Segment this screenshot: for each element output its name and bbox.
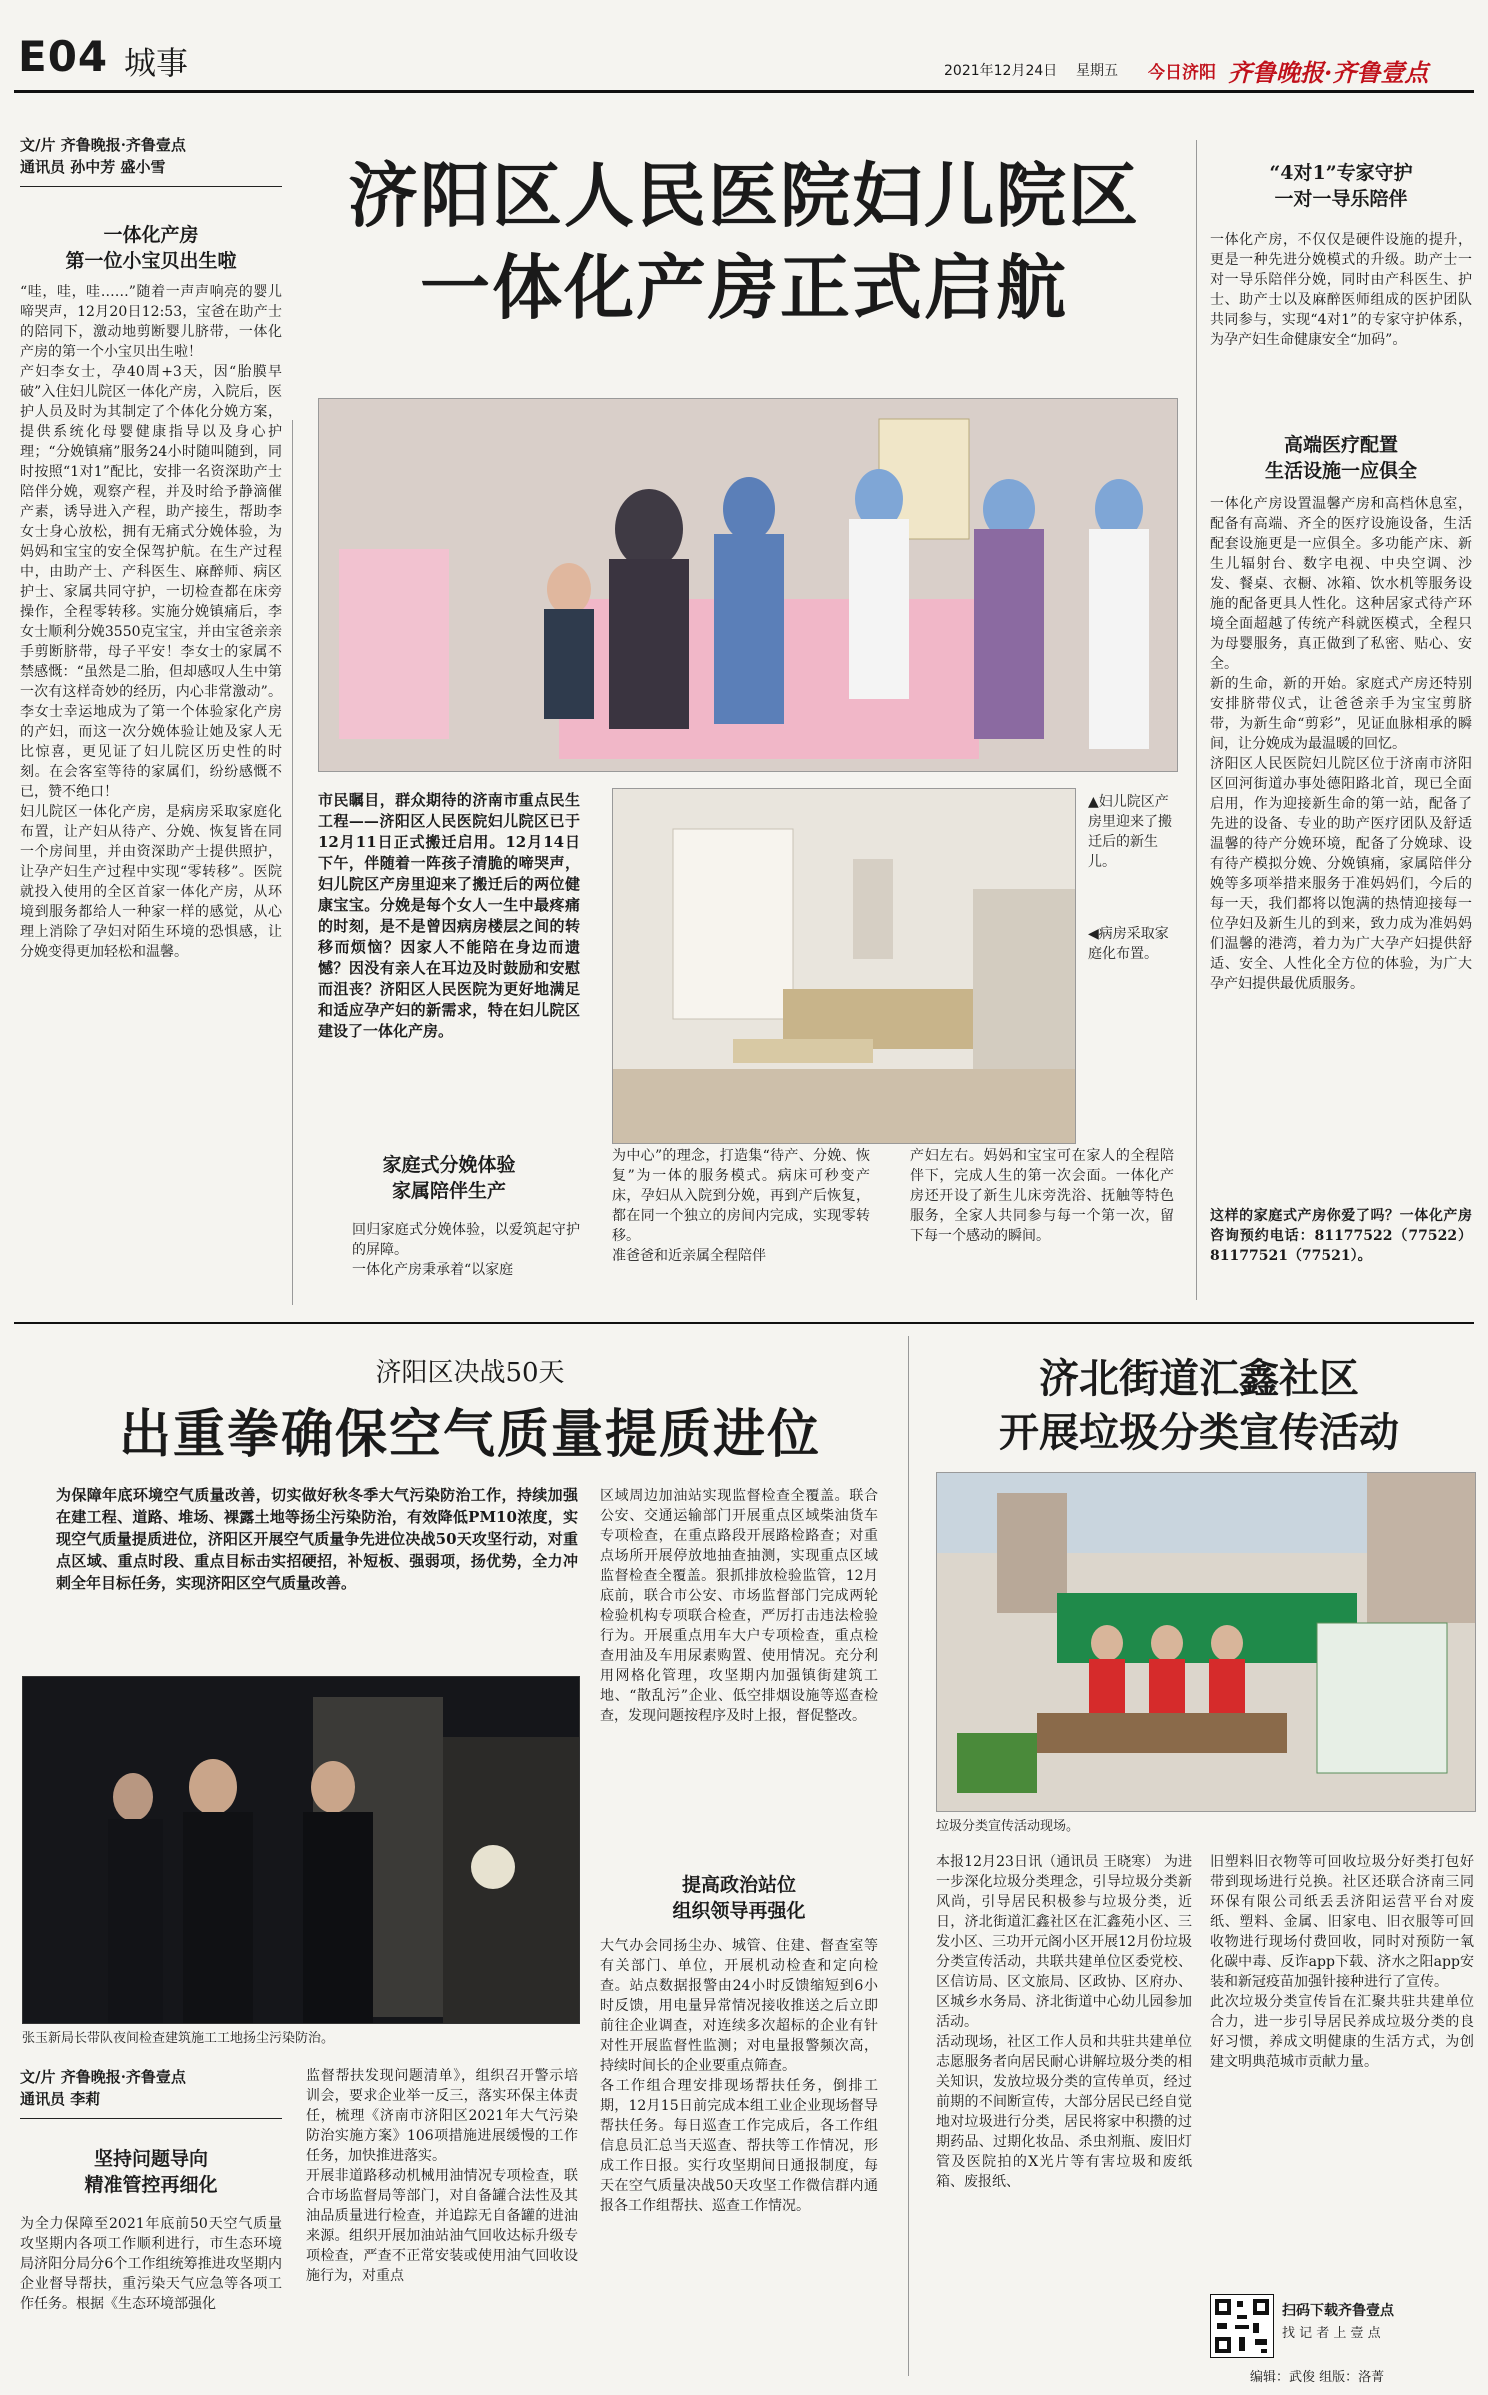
caption-top-photo: ▲妇儿院区产房里迎来了搬迁后的新生儿。 xyxy=(1088,794,1172,870)
section-rule xyxy=(14,1322,1474,1324)
issue-date: 2021年12月24日 xyxy=(944,63,1058,79)
recycling-event-photo xyxy=(936,1472,1476,1812)
story1-column-c: 产妇左右。妈妈和宝宝可在家人的全程陪伴下，完成人生的第一次会面。一体化产房还开设了新生儿床旁洗浴、抚触等特色服务，全家人共同参与每一个第一次，留下每一个感动的瞬间。 xyxy=(910,1148,1174,1244)
ward-room-illustration xyxy=(613,789,1075,1143)
story3-headline xyxy=(924,1352,1474,1460)
editor-credit: 编辑：武俊 组版：洛菁 xyxy=(1250,2370,1385,2385)
story2-byline xyxy=(20,2066,186,2110)
subhead-line: 生活设施一应俱全 xyxy=(1264,460,1417,482)
caption-night-photo: 张玉新局长带队夜间检查建筑施工工地扬尘污染防治。 xyxy=(22,2031,335,2046)
subhead-line: 组织领导再强化 xyxy=(672,1900,806,1922)
story1-contact: 这样的家庭式产房你爱了吗？一体化产房咨询预约电话：81177522（77522） 81177521（77521）。 xyxy=(1210,1208,1472,1264)
story2-lead: 为保障年底环境空气质量改善，切实做好秋冬季大气污染防治工作，持续加强在建工程、道路、堆场、裸露土地等扬尘污染防治，有效降低PM10浓度，实现空气质量提质进位，济阳区开展空气质量争先进位决战50天攻坚行动，对重点区域、重点时段、重点目标击实招硬招，补短板、强弱项，扬优势，全力冲刺全年目标任务，实现济阳区空气质量改善。 xyxy=(56,1486,578,1592)
ward-room-photo xyxy=(612,788,1076,1144)
masthead-rule xyxy=(14,90,1474,93)
story3-column-2: 旧塑料旧衣物等可回收垃圾分好类打包好带到现场进行兑换。社区还联合济南三同环保有限公司纸丢丢济阳运营平台对废纸、塑料、金属、旧家电、旧衣服等可回收物进行现场付费回收，同时对预防一氧化碳中毒、反诈app下载、济水之阳app安装和新冠疫苗加强针接种进行了宣传。 此次垃圾分类宣传旨在汇聚共驻共建单位合力，进一步引导居民养成垃圾分类的良好习惯，养成文明健康的生活方式，为创建文明典范城市贡献力量。 xyxy=(1210,1854,1474,2070)
story2-bottom-mid-column: 监督帮扶发现问题清单》，组织召开警示培训会，要求企业举一反三，落实环保主体责任，梳理《济南市济阳区2021年大气污染防治实施方案》106项措施进展缓慢的工作任务，加快推进落实。 开展非道路移动机械用油情况专项检查，联合市场监督局等部门，对自备罐合法性及其油品质量进行检查，并追踪无自备罐的进油来源。组织开展加油站油气回收达标升级专项检查，严查不正常安装或使用油气回收设施行为，对重点 xyxy=(306,2068,578,2284)
story2-headline: 出重拳确保空气质量提质进位 xyxy=(118,1404,821,1465)
story1-column-b: 为中心”的理念，打造集“待产、分娩、恢复”为一体的服务模式。病床可秒变产床，孕妇从入院到分娩，再到产后恢复，都在同一个独立的房间内完成，实现零转移。 准爸爸和近亲属全程陪伴 xyxy=(612,1148,870,1264)
story1-right-column-2: 一体化产房设置温馨产房和高档休息室，配备有高端、齐全的医疗设施设备，生活配套设施更是一应俱全。多功能产床、新生儿辐射台、数字电视、中央空调、沙发、餐桌、衣橱、冰箱、饮水机等服务设施的配备更具人性化。这种居家式待产环境全面超越了传统产科就医模式，全程只为母婴服务，真正做到了私密、贴心、安全。 新的生命，新的开始。家庭式产房还特别安排脐带仪式，让爸爸亲手为宝宝剪脐带，为新生命“剪彩”，见证血脉相承的瞬间，让分娩成为最温暖的回忆。 济阳区人民医院妇儿院区位于济南市济阳区回河街道办事处德阳路北首，现已全面启用，作为迎接新生命的第一站，配备了先进的设备、专业的助产医疗团队及舒适温馨的待产分娩环境，配备了分娩球、设有待产模拟分娩、分娩镇痛，家属陪伴分娩等多项举措来服务于准妈妈们，今后的每一天，我们都将以饱满的热情迎接每一位孕妇及新生儿的到来，致力成为准妈妈们温馨的港湾，着力为广大孕产妇提供舒适、安全、人性化全方位的体验，为广大孕产妇提供最优质服务。 xyxy=(1210,496,1472,992)
delivery-room-illustration xyxy=(319,399,1177,771)
story2-subhead-mid xyxy=(600,1872,878,1924)
story1-subhead-1 xyxy=(20,222,282,274)
story2-bottom-left-column: 为全力保障至2021年底前50天空气质量攻坚期内各项工作顺利进行，市生态环境局济阳分局分6个工作组统筹推进攻坚期内企业督导帮扶，重污染天气应急等各项工作任务。根据《生态环境部强化 xyxy=(20,2216,282,2312)
story3-column-1: 本报12月23日讯（通讯员 王晓寒） 为进一步深化垃圾分类理念，引导垃圾分类新风尚，引导居民积极参与垃圾分类，近日，济北街道汇鑫社区在汇鑫苑小区、三发小区、三功开元阁小区开展12月份垃圾分类宣传活动，共联共建单位区委党校、区信访局、区文旅局、区政协、区府办、区城乡水务局、济北街道中心幼儿园参加活动。 活动现场，社区工作人员和共驻共建单位志愿服务者向居民耐心讲解垃圾分类的相关知识，发放垃圾分类的宣传单页，经过前期的不间断宣传，大部分居民已经自觉地对垃圾进行分类，居民将家中积攒的过期药品、过期化妆品、杀虫剂瓶、废旧灯管及医院拍的X光片等有害垃圾和废纸箱、废报纸、 xyxy=(936,1854,1192,2190)
subhead-line: “4对1”专家守护 xyxy=(1269,162,1413,184)
story1-subhead-2 xyxy=(318,1152,580,1204)
story1-left-column: “哇，哇，哇……”随着一声声响亮的婴儿啼哭声，12月20日12:53，宝爸在助产士的陪同下，激动地剪断婴儿脐带，一体化产房的第一个小宝贝出生啦！ 产妇李女士，孕40周+3天，因“胎膜早破”入住妇儿院区一体化产房，入院后，医护人员及时为其制定了个体化分娩方案，提供系统化母婴健康指导以及身心护理；“分娩镇痛”服务24小时随叫随到，同时按照“1对1”配比，安排一名资深助产士陪伴分娩，观察产程，并及时给予静滴催产素，诱导进入产程，助产接生，帮助李女士身心放松，拥有无痛式分娩体验，为妈妈和宝宝的安全保驾护航。在生产过程中，由助产士、产科医生、麻醉师、病区护士、家属共同守护，一切检查都在床旁操作，全程零转移。实施分娩镇痛后，李女士顺利分娩3550克宝宝，并由宝爸亲亲手剪断脐带，母子平安！李女士的家属不禁感慨：“虽然是二胎，但却感叹人生中第一次有这样奇妙的经历，内心非常激动”。李女士幸运地成为了第一个体验家化产房的产妇，而这一次分娩体验让她及家人无比惊喜，更见证了妇儿院区历史性的时刻。在会客室等待的家属们，纷纷感慨不已，赞不绝口！ 妇儿院区一体化产房，是病房采取家庭化布置，让产妇从待产、分娩、恢复皆在同一个房间里，并由资深助产士提供照护，让孕产妇生产过程中实现“零转移”。医院就投入使用的全区首家一体化产房，从环境到服务都给人一种家一样的感觉，从心理上消除了孕妇对陌生环境的恐惧感，让分娩变得更加轻松和温馨。 xyxy=(20,284,282,960)
column-divider xyxy=(292,420,293,1305)
caption-ward-photo: ◀病房采取家庭化布置。 xyxy=(1088,926,1169,962)
column-name: 今日济阳 xyxy=(1148,63,1216,83)
delivery-room-photo xyxy=(318,398,1178,772)
story1-column-a: 回归家庭式分娩体验，以爱筑起守护的屏障。 一体化产房秉承着“以家庭 xyxy=(352,1222,580,1278)
subhead-line: 坚持问题导向 xyxy=(93,2148,208,2170)
story1-byline xyxy=(20,134,186,178)
story2-mid-column-2: 大气办会同扬尘办、城管、住建、督查室等有关部门、单位，开展机动检查和定向检查。站点数据报警由24小时反馈缩短到6小时反馈，用电量异常情况接收推送之后立即前往企业调查，对连续多次超标的企业有针对性开展监督性监测；对电量报警频次高，持续时间长的企业要重点筛查。 各工作组合理安排现场帮扶任务，倒排工期，12月15日前完成本组工业企业现场督导帮扶任务。每日巡查工作完成后，各工作组信息员汇总当天巡查、帮扶等工作情况，形成工作日报。实行攻坚期间日通报制度，每天在空气质量决战50天攻坚工作微信群内通报各工作组帮扶、巡查工作情况。 xyxy=(600,1938,878,2214)
page-code: E04 xyxy=(18,32,109,81)
section-name: 城事 xyxy=(124,44,189,82)
subhead-line: 家庭式分娩体验 xyxy=(382,1154,516,1176)
subhead-line: 一对一导乐陪伴 xyxy=(1274,188,1408,210)
qr-code-icon xyxy=(1211,2295,1273,2357)
column-divider xyxy=(1196,140,1197,1300)
headline-line: 一体化产房正式启航 xyxy=(420,246,1068,329)
issue-weekday: 星期五 xyxy=(1076,63,1118,79)
subhead-line: 第一位小宝贝出生啦 xyxy=(65,250,237,272)
story2-mid-column-1: 区域周边加油站实现监督检查全覆盖。联合公安、交通运输部门开展重点区域柴油货车专项检查，在重点路段开展路检路查；对重点场所开展停放地抽查抽测，实现重点区域监督检查全覆盖。狠抓排放检验监管，12月底前，联合市公安、市场监督部门完成两轮检验机构专项联合检查，严厉打击违法检验行为。开展重点用车大户专项检查，重点检查用油及车用尿素购置、使用情况。充分利用网格化管理，攻坚期内加强镇街建筑工地、“散乱污”企业、低空排烟设施等巡查检查，发现问题按程序及时上报，督促整改。 xyxy=(600,1488,878,1724)
night-inspection-illustration xyxy=(23,1677,579,2023)
recycling-event-illustration xyxy=(937,1473,1475,1811)
byline-rule xyxy=(20,186,282,187)
headline-line: 开展垃圾分类宣传活动 xyxy=(999,1409,1399,1456)
headline-line: 济阳区人民医院妇儿院区 xyxy=(348,154,1140,237)
subhead-line: 一体化产房 xyxy=(103,224,199,246)
byline-rule xyxy=(20,2118,282,2119)
qr-subtitle: 找 记 者 上 壹 点 xyxy=(1282,2326,1381,2341)
qr-label: 扫码下载齐鲁壹点 xyxy=(1282,2303,1394,2319)
subhead-line: 高端医疗配置 xyxy=(1283,434,1398,456)
subhead-line: 提高政治站位 xyxy=(681,1874,796,1896)
byline-line: 文/片 齐鲁晚报·齐鲁壹点 xyxy=(20,2068,186,2086)
story1-subhead-3 xyxy=(1210,160,1472,212)
story1-lead: 市民瞩目，群众期待的济南市重点民生工程——济阳区人民医院妇儿院区已于12月11日正式搬迁启用。12月14日下午，伴随着一阵孩子清脆的啼哭声，妇儿院区产房里迎来了搬迁后的两位健康宝宝。分娩是每个女人一生中最疼痛的时刻，是不是曾因病房楼层之间的转移而烦恼？因家人不能陪在身边而遗憾？因没有亲人在耳边及时鼓励和安慰而沮丧？济阳区人民医院为更好地满足和适应孕产妇的新需求，特在妇儿院区建设了一体化产房。 xyxy=(318,791,580,1040)
byline-line: 通讯员 孙中芳 盛小雪 xyxy=(20,158,166,176)
story2-subhead-left xyxy=(20,2146,282,2198)
headline-line: 济北街道汇鑫社区 xyxy=(1039,1355,1359,1402)
caption-recycling-photo: 垃圾分类宣传活动现场。 xyxy=(936,1819,1080,1834)
subhead-line: 精准管控再细化 xyxy=(84,2174,218,2196)
byline-line: 文/片 齐鲁晚报·齐鲁壹点 xyxy=(20,136,186,154)
newspaper-brand: 齐鲁晚报·齐鲁壹点 xyxy=(1228,58,1429,87)
story1-subhead-4 xyxy=(1210,432,1472,484)
story2-kicker: 济阳区决战50天 xyxy=(375,1358,565,1388)
column-divider xyxy=(908,1336,909,2376)
story1-right-column-1: 一体化产房，不仅仅是硬件设施的提升，更是一种先进分娩模式的升级。助产士一对一导乐陪伴分娩，同时由产科医生、护士、助产士以及麻醉医师组成的医护团队共同参与，实现“4对1”的专家守护体系，为孕产妇生命健康安全“加码”。 xyxy=(1210,232,1472,348)
byline-line: 通讯员 李莉 xyxy=(20,2090,101,2108)
night-inspection-photo xyxy=(22,1676,580,2024)
subhead-line: 家属陪伴生产 xyxy=(391,1180,506,1202)
story1-headline xyxy=(296,150,1192,334)
qr-code[interactable] xyxy=(1210,2294,1274,2358)
